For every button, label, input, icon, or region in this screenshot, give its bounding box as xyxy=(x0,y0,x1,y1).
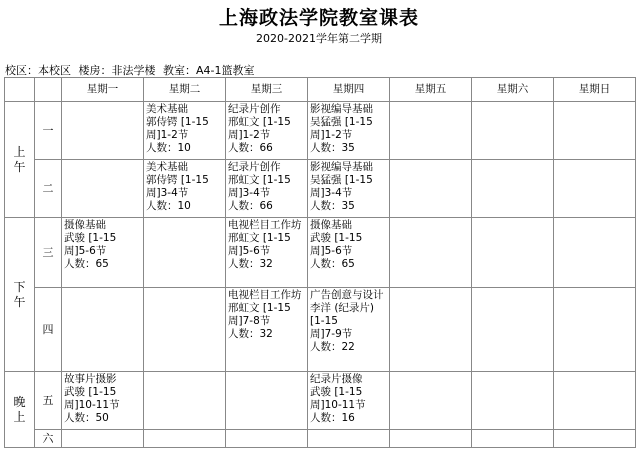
session-label: 下午 xyxy=(13,279,26,309)
course-block xyxy=(226,218,307,271)
cell-p5-mon xyxy=(62,372,144,430)
cell-p4-sun xyxy=(554,288,636,372)
cell-p4-wed xyxy=(226,288,308,372)
course-name: 故事片摄影 xyxy=(64,373,117,385)
course-count: 人数：66 xyxy=(228,200,273,212)
course-teacher: 郭侍锷 [1-15 xyxy=(146,174,209,186)
course-teacher: 武骏 [1-15 xyxy=(64,386,117,398)
course-name: 影视编导基础 xyxy=(310,103,373,115)
day-header-wed: 星期三 xyxy=(226,78,308,102)
course-time: 周]10-11节 xyxy=(310,399,366,411)
course-time: 周]7-9节 xyxy=(310,328,353,340)
timetable xyxy=(4,77,636,448)
course-time: 周]7-8节 xyxy=(228,315,271,327)
period-row-6 xyxy=(5,430,636,448)
course-block xyxy=(62,372,143,425)
cell-p1-thu xyxy=(308,102,390,160)
cell-p5-wed xyxy=(226,372,308,430)
course-time: 周]5-6节 xyxy=(228,245,271,257)
period-label-1: 一 xyxy=(35,102,62,160)
course-block xyxy=(308,372,389,425)
period-label-6: 六 xyxy=(35,430,62,448)
course-count: 人数：16 xyxy=(310,412,355,424)
course-name: 纪录片创作 xyxy=(228,103,281,115)
course-count: 人数：35 xyxy=(310,200,355,212)
course-time: 周]3-4节 xyxy=(310,187,353,199)
course-teacher: 邢虹文 [1-15 xyxy=(228,302,291,314)
course-time: 周]3-4节 xyxy=(228,187,271,199)
page-title: 上海政法学院教室课表 xyxy=(218,7,419,29)
course-block xyxy=(308,288,389,354)
header-row xyxy=(5,78,636,102)
cell-p1-tue xyxy=(144,102,226,160)
period-label-2: 二 xyxy=(35,160,62,218)
session-morning xyxy=(5,102,35,218)
cell-p1-sun xyxy=(554,102,636,160)
course-name: 纪录片摄像 xyxy=(310,373,363,385)
course-count: 人数：35 xyxy=(310,142,355,154)
course-time: 周]3-4节 xyxy=(146,187,189,199)
room-info xyxy=(5,62,259,78)
cell-p2-tue xyxy=(144,160,226,218)
session-label: 晚上 xyxy=(13,394,26,424)
corner-cell xyxy=(5,78,35,102)
cell-p1-sat xyxy=(472,102,554,160)
cell-p3-tue xyxy=(144,218,226,288)
cell-p4-mon xyxy=(62,288,144,372)
course-name: 美术基础 xyxy=(146,161,188,173)
period-label-4: 四 xyxy=(35,288,62,372)
building-label: 楼房：非法学楼 xyxy=(78,64,156,77)
room-label: 教室：A4-1篮教室 xyxy=(163,64,255,77)
cell-p1-wed xyxy=(226,102,308,160)
course-teacher: 邢虹文 [1-15 xyxy=(228,174,291,186)
day-header-mon: 星期一 xyxy=(62,78,144,102)
cell-p2-thu xyxy=(308,160,390,218)
course-block xyxy=(144,160,225,213)
course-teacher: 郭侍锷 [1-15 xyxy=(146,116,209,128)
course-block xyxy=(62,218,143,271)
day-header-tue: 星期二 xyxy=(144,78,226,102)
period-label-3: 三 xyxy=(35,218,62,288)
cell-p4-tue xyxy=(144,288,226,372)
period-row-3 xyxy=(5,218,636,288)
session-label: 上午 xyxy=(13,144,26,174)
course-teacher: 武骏 [1-15 xyxy=(310,386,363,398)
course-name: 美术基础 xyxy=(146,103,188,115)
cell-p6-sun xyxy=(554,430,636,448)
cell-p5-thu xyxy=(308,372,390,430)
cell-p6-wed xyxy=(226,430,308,448)
day-header-sun: 星期日 xyxy=(554,78,636,102)
cell-p2-sun xyxy=(554,160,636,218)
course-block xyxy=(226,160,307,213)
course-time: 周]1-2节 xyxy=(146,129,189,141)
period-row-4 xyxy=(5,288,636,372)
course-name: 摄像基础 xyxy=(64,219,106,231)
course-name: 电视栏目工作坊 xyxy=(228,219,302,231)
cell-p3-thu xyxy=(308,218,390,288)
course-block xyxy=(308,218,389,271)
course-teacher: 武骏 [1-15 xyxy=(64,232,117,244)
cell-p3-mon xyxy=(62,218,144,288)
cell-p6-thu xyxy=(308,430,390,448)
cell-p4-thu xyxy=(308,288,390,372)
course-teacher: 吴猛强 [1-15 xyxy=(310,174,373,186)
period-row-1 xyxy=(5,102,636,160)
course-time: 周]5-6节 xyxy=(64,245,107,257)
course-block xyxy=(308,160,389,213)
day-header-sat: 星期六 xyxy=(472,78,554,102)
campus-label: 校区：本校区 xyxy=(5,64,71,77)
course-block xyxy=(308,102,389,155)
course-time: 周]1-2节 xyxy=(310,129,353,141)
cell-p2-fri xyxy=(390,160,472,218)
course-name: 摄像基础 xyxy=(310,219,352,231)
cell-p6-tue xyxy=(144,430,226,448)
cell-p3-sun xyxy=(554,218,636,288)
period-label-5: 五 xyxy=(35,372,62,430)
session-evening xyxy=(5,372,35,448)
course-block xyxy=(226,102,307,155)
course-teacher: 吴猛强 [1-15 xyxy=(310,116,373,128)
course-block xyxy=(226,288,307,341)
period-row-5 xyxy=(5,372,636,430)
course-count: 人数：65 xyxy=(310,258,355,270)
course-name: 广告创意与设计 xyxy=(310,289,384,301)
course-count: 人数：65 xyxy=(64,258,109,270)
course-teacher: 武骏 [1-15 xyxy=(310,232,363,244)
cell-p4-sat xyxy=(472,288,554,372)
cell-p5-tue xyxy=(144,372,226,430)
course-teacher: 邢虹文 [1-15 xyxy=(228,232,291,244)
course-name: 影视编导基础 xyxy=(310,161,373,173)
course-count: 人数：50 xyxy=(64,412,109,424)
course-count: 人数：10 xyxy=(146,142,191,154)
day-header-thu: 星期四 xyxy=(308,78,390,102)
course-count: 人数：10 xyxy=(146,200,191,212)
course-time: 周]5-6节 xyxy=(310,245,353,257)
cell-p3-wed xyxy=(226,218,308,288)
cell-p2-mon xyxy=(62,160,144,218)
course-count: 人数：32 xyxy=(228,258,273,270)
session-afternoon xyxy=(5,218,35,372)
period-row-2 xyxy=(5,160,636,218)
cell-p5-fri xyxy=(390,372,472,430)
course-block xyxy=(144,102,225,155)
cell-p3-sat xyxy=(472,218,554,288)
cell-p1-mon xyxy=(62,102,144,160)
course-count: 人数：32 xyxy=(228,328,273,340)
semester-subtitle: 2020-2021学年第二学期 xyxy=(256,32,382,45)
course-name: 电视栏目工作坊 xyxy=(228,289,302,301)
course-time: 周]1-2节 xyxy=(228,129,271,141)
cell-p2-wed xyxy=(226,160,308,218)
cell-p6-sat xyxy=(472,430,554,448)
cell-p5-sun xyxy=(554,372,636,430)
cell-p4-fri xyxy=(390,288,472,372)
day-header-fri: 星期五 xyxy=(390,78,472,102)
course-name: 纪录片创作 xyxy=(228,161,281,173)
cell-p1-fri xyxy=(390,102,472,160)
course-time: 周]10-11节 xyxy=(64,399,120,411)
course-count: 人数：66 xyxy=(228,142,273,154)
corner-cell xyxy=(35,78,62,102)
cell-p6-mon xyxy=(62,430,144,448)
course-teacher: 邢虹文 [1-15 xyxy=(228,116,291,128)
cell-p5-sat xyxy=(472,372,554,430)
cell-p6-fri xyxy=(390,430,472,448)
cell-p2-sat xyxy=(472,160,554,218)
cell-p3-fri xyxy=(390,218,472,288)
course-count: 人数：22 xyxy=(310,341,355,353)
course-teacher: 李洋 (纪录片) [1-15 xyxy=(310,302,375,327)
